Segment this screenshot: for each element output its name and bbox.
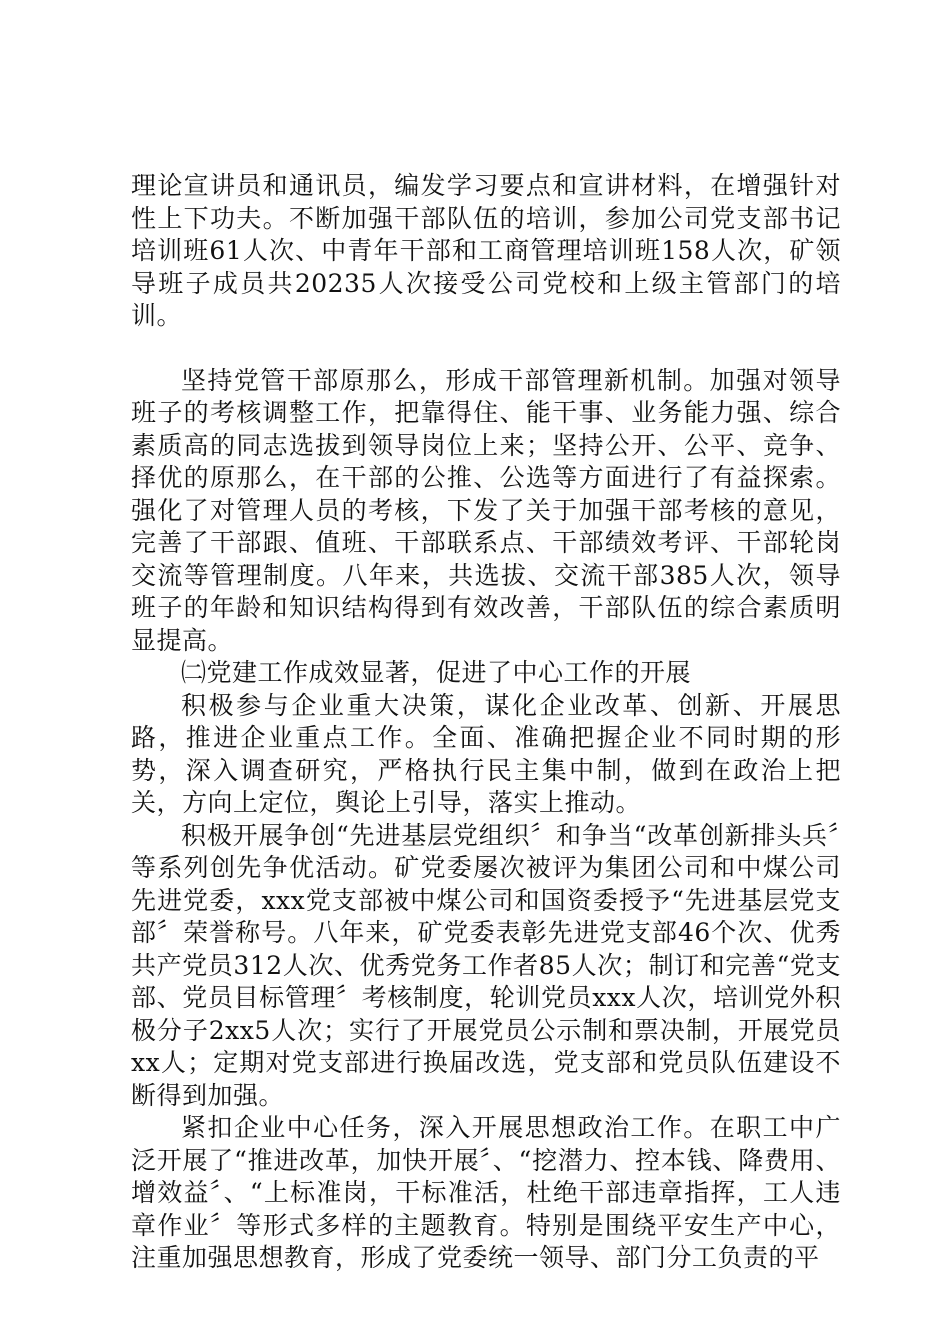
paragraph-excellence-activities: 积极开展争创“先进基层党组织〞和争当“改革创新排头兵〞等系列创先争优活动。矿党委屡次被评为集团公司和中煤公司先进党委，xxx党支部被中煤公司和国资委授予“先进基层党支部〞荣誉称号。八年来，矿党委表彰先进党支部46个次、优秀共产党员312人次、优秀党务工作者85人次；制订和完善“党支部、党员目标管理〞考核制度，轮训党员xxx人次，培训党外积极分子2xx5人次；实行了开展党员公示制和票决制，开展党员xx人；定期对党支部进行换届改选，党支部和党员队伍建设不断得到加强。 <box>131 820 841 1110</box>
paragraph-cadre-management: 坚持党管干部原那么，形成干部管理新机制。加强对领导班子的考核调整工作，把靠得住、能干事、业务能力强、综合素质高的同志选拔到领导岗位上来；坚持公开、公平、竞争、择优的原那么，在干部的公推、公选等方面进行了有益探索。强化了对管理人员的考核，下发了关于加强干部考核的意见，完善了干部跟、值班、干部联系点、干部绩效考评、干部轮岗交流等管理制度。八年来，共选拔、交流干部385人次，领导班子的年龄和知识结构得到有效改善，干部队伍的综合素质明显提高。 <box>131 365 841 655</box>
paragraph-ideological-work: 紧扣企业中心任务，深入开展思想政治工作。在职工中广泛开展了“推进改革，加快开展〞、“挖潜力、控本钱、降费用、增效益〞、“上标准岗，干标准活，杜绝干部违章指挥，工人违章作业〞等形式多样的主题教育。特别是围绕平安生产中心，注重加强思想教育，形成了党委统一领导、部门分工负责的平 <box>131 1113 841 1272</box>
document-body <box>131 170 841 1275</box>
section-heading-party-building: ㈡党建工作成效显著，促进了中心工作的开展 <box>181 658 692 687</box>
paragraph-decision-making: 积极参与企业重大决策，谋化企业改革、创新、开展思路，推进企业重点工作。全面、准确把握企业不同时期的形势，深入调查研究，严格执行民主集中制，做到在政治上把关，方向上定位，舆论上引导，落实上推动。 <box>131 690 841 817</box>
paragraph-training: 理论宣讲员和通讯员，编发学习要点和宣讲材料，在增强针对性上下功夫。不断加强干部队伍的培训，参加公司党支部书记培训班61人次、中青年干部和工商管理培训班158人次，矿领导班子成员共20235人次接受公司党校和上级主管部门的培训。 <box>131 171 841 330</box>
